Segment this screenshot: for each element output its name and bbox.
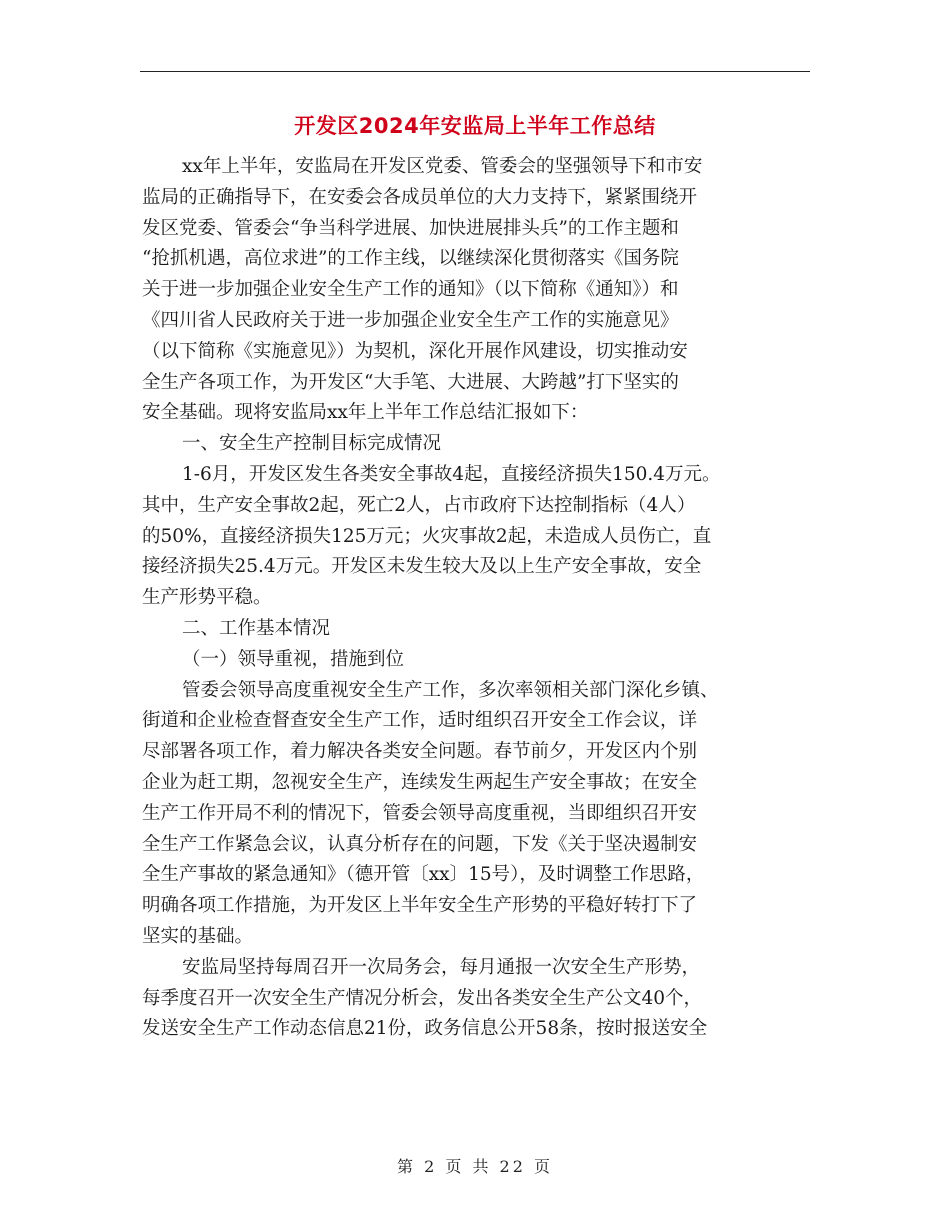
text-line: 管委会领导高度重视安全生产工作，多次率领相关部门深化乡镇、 <box>182 679 719 701</box>
text-line: 1-6月，开发区发生各类安全事故4起，直接经济损失150.4万元。 <box>182 463 721 485</box>
text-line: 生产形势平稳。 <box>142 587 272 609</box>
text-line: 发区党委、管委会“争当科学进展、加快进展排头兵”的工作主题和 <box>142 217 679 239</box>
text-line: 明确各项工作措施，为开发区上半年安全生产形势的平稳好转打下了 <box>142 895 698 917</box>
header-rule <box>140 71 810 72</box>
text-line: 《四川省人民政府关于进一步加强企业安全生产工作的实施意见》 <box>142 309 679 331</box>
text-line: 企业为赶工期，忽视安全生产，连续发生两起生产安全事故；在安全 <box>142 771 698 793</box>
text-line: 其中，生产安全事故2起，死亡2人，占市政府下达控制指标（4人） <box>142 494 696 516</box>
text-line: 二、工作基本情况 <box>182 617 331 639</box>
text-line: 一、安全生产控制目标完成情况 <box>182 433 442 455</box>
text-line: “抢抓机遇，高位求进”的工作主线，以继续深化贯彻落实《国务院 <box>142 248 679 270</box>
text-line: （一）领导重视，措施到位 <box>182 648 405 670</box>
text-line: 坚实的基础。 <box>142 925 254 947</box>
text-line: 监局的正确指导下，在安委会各成员单位的大力支持下，紧紧围绕开 <box>142 186 698 208</box>
text-line: 尽部署各项工作，着力解决各类安全问题。春节前夕，开发区内个别 <box>142 741 698 763</box>
text-line: 接经济损失25.4万元。开发区未发生较大及以上生产安全事故，安全 <box>142 556 702 578</box>
text-line: 发送安全生产工作动态信息21份，政务信息公开58条，按时报送安全 <box>142 1018 708 1040</box>
text-line: 街道和企业检查督查安全生产工作，适时组织召开安全工作会议，详 <box>142 710 698 732</box>
text-line: 安全基础。现将安监局xx年上半年工作总结汇报如下： <box>142 402 589 424</box>
page-footer: 第 2 页 共 22 页 <box>397 1157 553 1176</box>
text-line: 安监局坚持每周召开一次局务会，每月通报一次安全生产形势， <box>182 956 701 978</box>
text-line: （以下简称《实施意见》）为契机，深化开展作风建设，切实推动安 <box>142 340 688 362</box>
document-body <box>142 152 814 1045</box>
text-line: 全生产各项工作，为开发区“大手笔、大进展、大跨越”打下坚实的 <box>142 371 679 393</box>
document-title: 开发区2024年安监局上半年工作总结 <box>294 114 656 138</box>
text-line: 生产工作开局不利的情况下，管委会领导高度重视，当即组织召开安 <box>142 802 698 824</box>
text-line: 全生产工作紧急会议，认真分析存在的问题，下发《关于坚决遏制安 <box>142 833 698 855</box>
text-line: 关于进一步加强企业安全生产工作的通知》（以下简称《通知》）和 <box>142 279 679 301</box>
text-line: xx年上半年，安监局在开发区党委、管委会的坚强领导下和市安 <box>182 156 703 177</box>
text-line: 每季度召开一次安全生产情况分析会，发出各类安全生产公文40个， <box>142 987 703 1009</box>
text-line: 全生产事故的紧急通知》（德开管〔xx〕15号），及时调整工作思路， <box>142 864 705 886</box>
text-line: 的50%，直接经济损失125万元；火灾事故2起，未造成人员伤亡，直 <box>142 525 712 547</box>
